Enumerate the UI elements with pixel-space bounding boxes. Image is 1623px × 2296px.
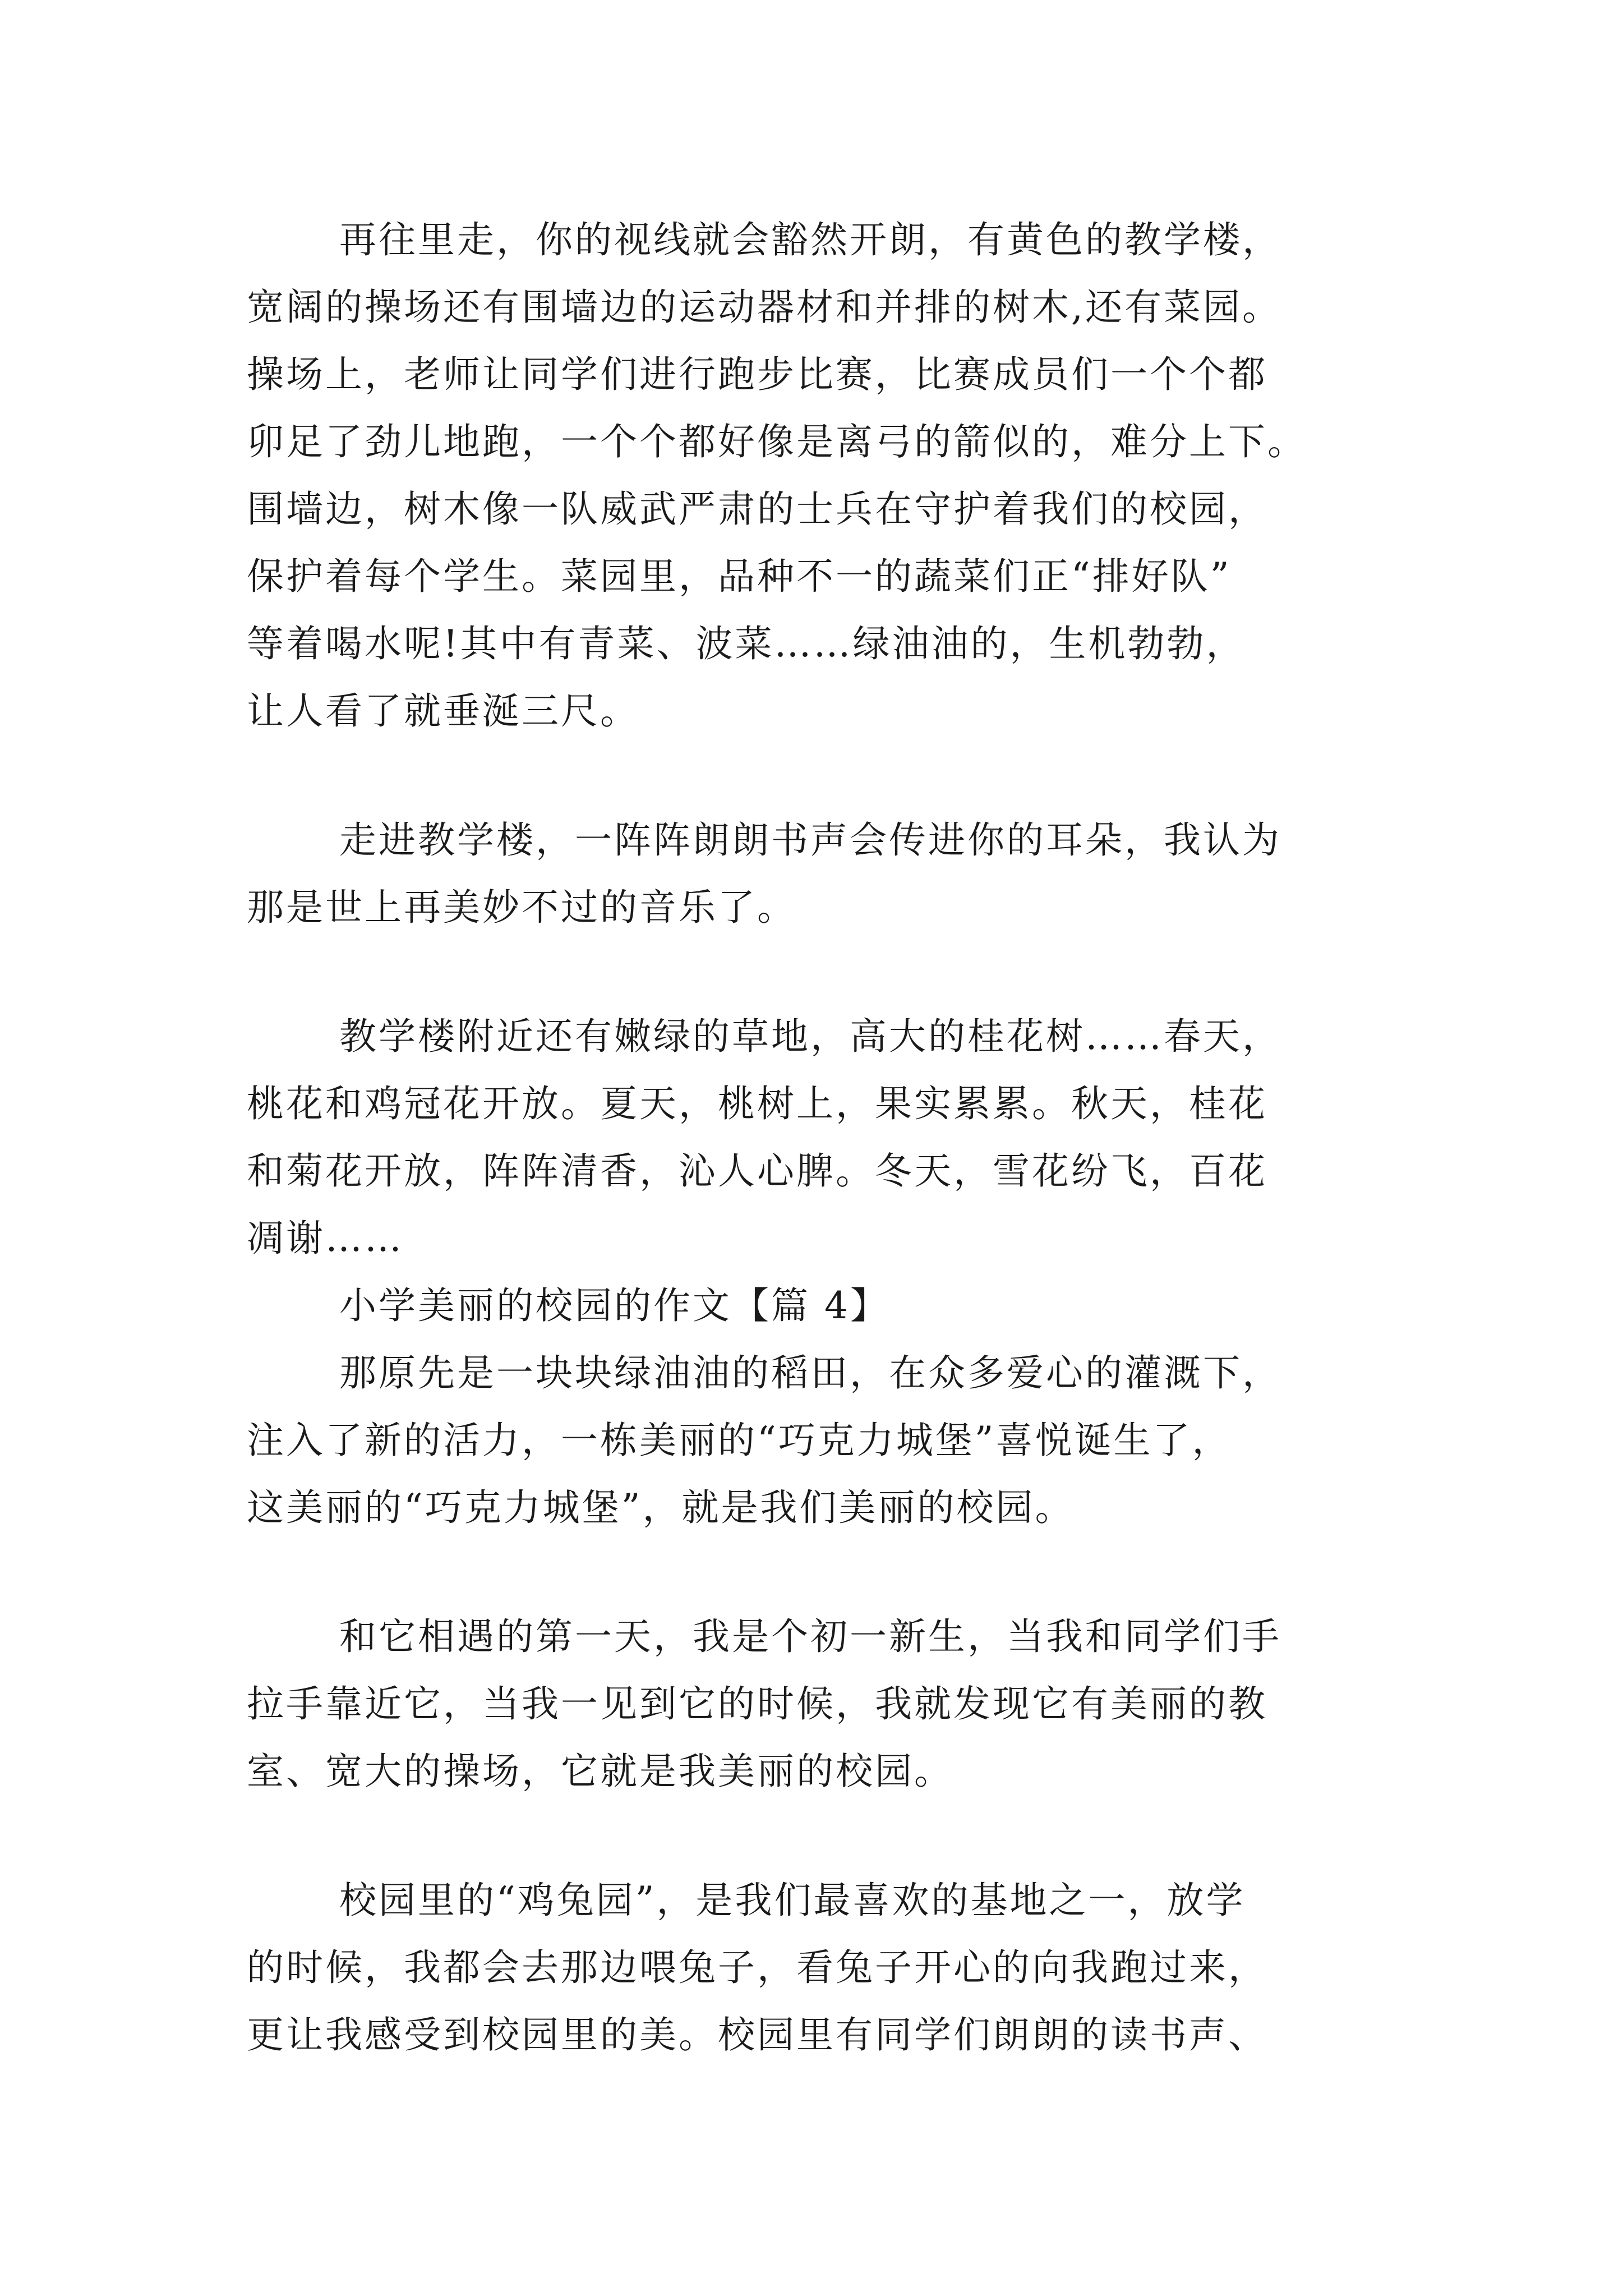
text-line: 注入了新的活力，一栋美丽的“巧克力城堡”喜悦诞生了， — [247, 1419, 1232, 1462]
section-heading: 小学美丽的校园的作文【篇 4】 — [339, 1284, 889, 1327]
text-line: 教学楼附近还有嫩绿的草地，高大的桂花树……春天， — [339, 1015, 1281, 1058]
text-line: 再往里走，你的视线就会豁然开朗，有黄色的教学楼， — [339, 218, 1281, 261]
text-line: 那原先是一块块绿油油的稻田，在众多爱心的灌溉下， — [339, 1351, 1281, 1395]
text-line: 等着喝水呢!其中有青菜、波菜……绿油油的，生机勃勃， — [247, 622, 1246, 665]
text-line: 让人看了就垂涎三尺。 — [247, 689, 639, 733]
text-line: 那是世上再美妙不过的音乐了。 — [247, 886, 796, 929]
text-line: 卯足了劲儿地跑，一个个都好像是离弓的箭似的，难分上下。 — [247, 420, 1307, 463]
text-line: 宽阔的操场还有围墙边的运动器材和并排的树木,还有菜园。 — [247, 286, 1281, 329]
text-line: 凋谢…… — [247, 1217, 404, 1260]
text-line: 拉手靠近它，当我一见到它的时候，我就发现它有美丽的教 — [247, 1682, 1267, 1726]
text-line: 和菊花开放，阵阵清香，沁人心脾。冬天，雪花纷飞，百花 — [247, 1149, 1267, 1193]
text-line: 室、宽大的操场，它就是我美丽的校园。 — [247, 1750, 953, 1793]
text-line: 围墙边，树木像一队威武严肃的士兵在守护着我们的校园， — [247, 487, 1267, 531]
text-line: 校园里的“鸡兔园”，是我们最喜欢的基地之一，放学 — [339, 1879, 1246, 1922]
text-line: 走进教学楼，一阵阵朗朗书声会传进你的耳朵，我认为 — [339, 818, 1281, 862]
text-line: 这美丽的“巧克力城堡”，就是我们美丽的校园。 — [247, 1486, 1075, 1529]
text-line: 保护着每个学生。菜园里，品种不一的蔬菜们正“排好队” — [247, 555, 1232, 598]
text-line: 的时候，我都会去那边喂兔子，看兔子开心的向我跑过来， — [247, 1946, 1267, 1989]
text-line: 更让我感受到校园里的美。校园里有同学们朗朗的读书声、 — [247, 2013, 1267, 2056]
text-line: 操场上，老师让同学们进行跑步比赛，比赛成员们一个个都 — [247, 353, 1267, 396]
text-line: 和它相遇的第一天，我是个初一新生，当我和同学们手 — [339, 1615, 1281, 1658]
text-line: 桃花和鸡冠花开放。夏天，桃树上，果实累累。秋天，桂花 — [247, 1082, 1267, 1125]
